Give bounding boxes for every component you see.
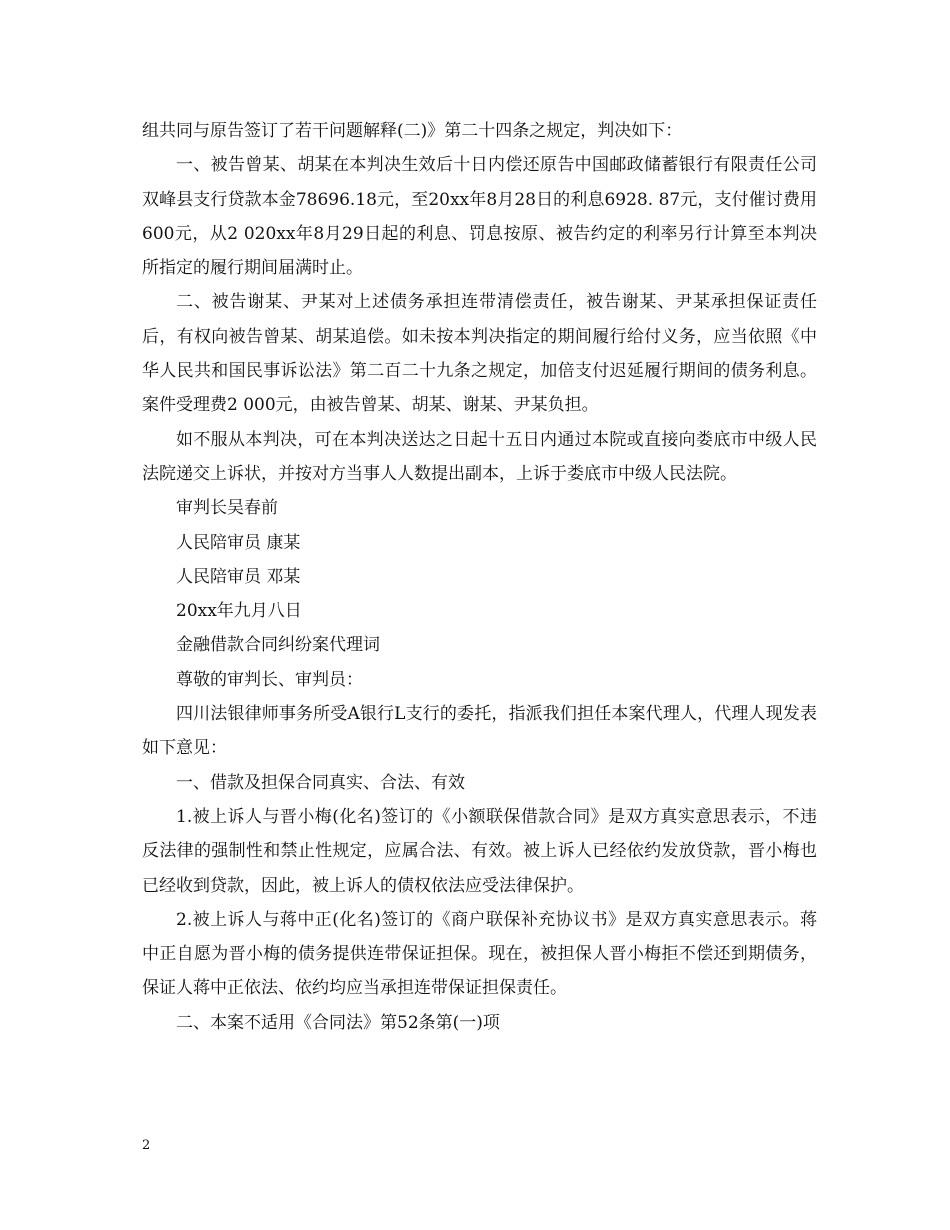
salutation: 尊敬的审判长、审判员：: [176, 669, 363, 690]
paragraph-judgment-item-1: 一、被告曾某、胡某在本判决生效后十日内偿还原告中国邮政储蓄银行有限责任公司双峰县支行贷款本金78696.18元，至20xx年8月28日的利息6928. 87元，支付催讨费用600元，从2 020xx年8月29日起的利息、罚息按原、被告约定的利率另行计算至本判决所指定的履行期间届满时止。: [142, 155, 817, 279]
paragraph-heading-1: 一、借款及担保合同真实、合法、有效: [176, 772, 465, 793]
paragraph-agent-intro: 四川法银律师事务所受A银行L支行的委托，指派我们担任本案代理人，代理人现发表如下意见：: [142, 704, 817, 759]
paragraph-judgment-basis: 组共同与原告签订了若干问题解释(二)》第二十四条之规定，判决如下：: [142, 121, 683, 141]
section-title: 金融借款合同纠纷案代理词: [176, 635, 380, 656]
signature-date: 20xx年九月八日: [176, 601, 302, 622]
signature-juror-1: 人民陪审员 康某: [176, 532, 301, 553]
paragraph-heading-2: 二、本案不适用《合同法》第52条第(一)项: [176, 1012, 500, 1033]
page-number: 2: [142, 1138, 151, 1153]
paragraph-judgment-item-2: 二、被告谢某、尹某对上述债务承担连带清偿责任，被告谢某、尹某承担保证责任后，有权向被告曾某、胡某追偿。如未按本判决指定的期间履行给付义务，应当依照《中华人民共和国民事诉讼法》第二百二十九条之规定，加倍支付迟延履行期间的债务利息。案件受理费2 000元，由被告曾某、胡某、谢某、尹某负担。: [142, 292, 817, 416]
paragraph-point-1: 1.被上诉人与晋小梅(化名)签订的《小额联保借款合同》是双方真实意思表示，不违反法律的强制性和禁止性规定，应属合法、有效。被上诉人已经依约发放贷款，晋小梅也已经收到贷款，因此，被上诉人的债权依法应受法律保护。: [142, 806, 817, 896]
paragraph-appeal-notice: 如不服从本判决，可在本判决送达之日起十五日内通过本院或直接向娄底市中级人民法院递交上诉状，并按对方当事人人数提出副本，上诉于娄底市中级人民法院。: [142, 429, 817, 484]
document-body: [142, 114, 817, 1040]
signature-presiding-judge: 审判长吴春前: [176, 498, 278, 519]
signature-juror-2: 人民陪审员 邓某: [176, 566, 301, 587]
paragraph-point-2: 2.被上诉人与蒋中正(化名)签订的《商户联保补充协议书》是双方真实意思表示。蒋中正自愿为晋小梅的债务提供连带保证担保。现在，被担保人晋小梅拒不偿还到期债务，保证人蒋中正依法、依约均应当承担连带保证担保责任。: [142, 909, 817, 999]
